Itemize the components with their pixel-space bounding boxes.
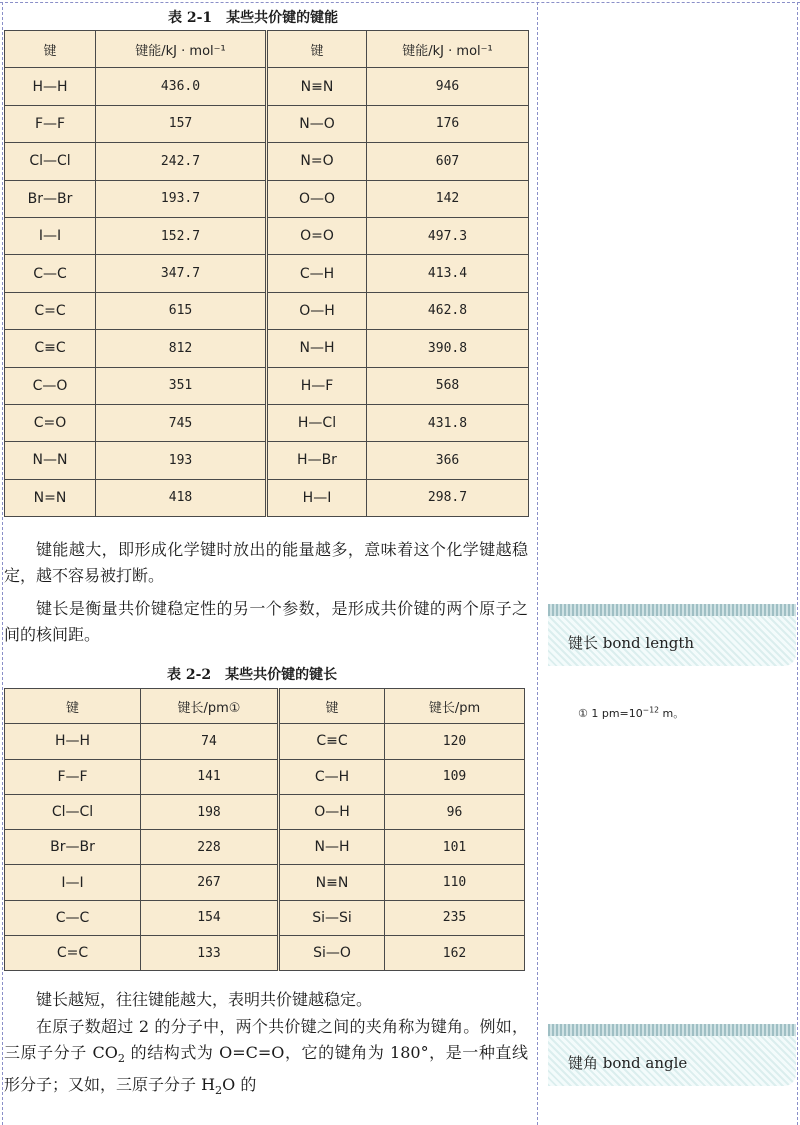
table-row [5, 217, 529, 254]
bond-cell: N=N [5, 479, 96, 516]
paragraph-fragment: O 的 [222, 1075, 257, 1095]
bond-cell: C≡C [5, 330, 96, 367]
paragraph-bond-angle [4, 1014, 528, 1104]
bond-cell: H—Br [267, 442, 367, 479]
table-row [5, 794, 525, 829]
frame-column-divider [537, 2, 538, 1125]
footnote-pm [578, 705, 684, 721]
value-cell: 568 [367, 367, 529, 404]
bond-cell: O=O [267, 217, 367, 254]
bond-cell: Si—Si [279, 900, 385, 935]
value-cell: 267 [141, 865, 279, 900]
value-cell: 413.4 [367, 255, 529, 292]
bond-cell: N=O [267, 143, 367, 180]
value-cell: 235 [385, 900, 525, 935]
bond-cell: C=C [5, 292, 96, 329]
value-cell: 101 [385, 830, 525, 865]
bond-cell: N—O [267, 105, 367, 142]
value-cell: 242.7 [96, 143, 267, 180]
bond-cell: C—C [5, 255, 96, 292]
table-row [5, 442, 529, 479]
value-cell: 418 [96, 479, 267, 516]
table1-caption: 表 2-1 某些共价键的键能 [168, 10, 339, 26]
value-cell: 436.0 [96, 68, 267, 105]
value-cell: 110 [385, 865, 525, 900]
bond-cell: N—N [5, 442, 96, 479]
table-row [5, 404, 529, 441]
value-cell: 74 [141, 724, 279, 759]
paragraph-text: 键长是衡量共价键稳定性的另一个参数，是形成共价键的两个原子之间的核间距。 [4, 599, 528, 644]
bond-cell: H—Cl [267, 404, 367, 441]
bond-cell: C≡C [279, 724, 385, 759]
table-row [5, 724, 525, 759]
paragraph-bond-length [4, 596, 528, 648]
bond-cell: Br—Br [5, 830, 141, 865]
value-cell: 946 [367, 68, 529, 105]
table-row [5, 105, 529, 142]
value-cell: 133 [141, 936, 279, 971]
value-cell: 176 [367, 105, 529, 142]
paragraph-bond-energy [4, 537, 528, 589]
value-cell: 228 [141, 830, 279, 865]
bond-cell: N≡N [279, 865, 385, 900]
bond-cell: C—C [5, 900, 141, 935]
bond-cell: H—H [5, 724, 141, 759]
table-row [5, 830, 525, 865]
frame-top-border [0, 2, 800, 3]
table-row [5, 255, 529, 292]
value-cell: 193.7 [96, 180, 267, 217]
value-cell: 366 [367, 442, 529, 479]
table1-header-cell: 键能/kJ · mol⁻¹ [96, 31, 267, 68]
table2-header-cell: 键 [279, 689, 385, 724]
term-label-bond-angle: 键角 bond angle [568, 1054, 688, 1072]
table-row [5, 143, 529, 180]
footnote-unit: m。 [659, 707, 685, 720]
bond-cell: F—F [5, 105, 96, 142]
bond-cell: O—O [267, 180, 367, 217]
table-row [5, 292, 529, 329]
table1-header-cell: 键 [267, 31, 367, 68]
bond-cell: Cl—Cl [5, 794, 141, 829]
table-row [5, 759, 525, 794]
bond-cell: F—F [5, 759, 141, 794]
value-cell: 351 [96, 367, 267, 404]
value-cell: 162 [385, 936, 525, 971]
value-cell: 154 [141, 900, 279, 935]
paragraph-text: 键能越大，即形成化学键时放出的能量越多，意味着这个化学键越稳定，越不容易被打断。 [4, 540, 528, 585]
table1-header-row [5, 31, 529, 68]
value-cell: 193 [96, 442, 267, 479]
value-cell: 120 [385, 724, 525, 759]
bond-cell: C—H [279, 759, 385, 794]
table2-caption: 表 2-2 某些共价键的键长 [167, 667, 338, 683]
bond-cell: C=C [5, 936, 141, 971]
bond-cell: I—I [5, 217, 96, 254]
table2-header-cell: 键长/pm [385, 689, 525, 724]
table-row [5, 367, 529, 404]
table-row [5, 330, 529, 367]
value-cell: 497.3 [367, 217, 529, 254]
table-row [5, 68, 529, 105]
table-row [5, 865, 525, 900]
value-cell: 96 [385, 794, 525, 829]
table-row [5, 900, 525, 935]
value-cell: 615 [96, 292, 267, 329]
bond-cell: O—H [279, 794, 385, 829]
paragraph-fragment: 的结构式为 O=C=O，它的键角为 180°，是一种直线形分子；又如，三原子分子 H [4, 1043, 528, 1095]
value-cell: 298.7 [367, 479, 529, 516]
value-cell: 431.8 [367, 404, 529, 441]
table2-header-cell: 键 [5, 689, 141, 724]
bond-cell: C—O [5, 367, 96, 404]
table-row [5, 936, 525, 971]
bond-cell: N—H [279, 830, 385, 865]
term-box-stripe [548, 604, 796, 616]
table2-header-cell: 键长/pm① [141, 689, 279, 724]
value-cell: 152.7 [96, 217, 267, 254]
table-row [5, 180, 529, 217]
value-cell: 141 [141, 759, 279, 794]
paragraph-bond-stability [4, 987, 528, 1013]
value-cell: 347.7 [96, 255, 267, 292]
bond-cell: N≡N [267, 68, 367, 105]
bond-cell: I—I [5, 865, 141, 900]
term-box-stripe [548, 1024, 796, 1036]
table-row [5, 479, 529, 516]
value-cell: 157 [96, 105, 267, 142]
paragraph-text [4, 1014, 528, 1104]
value-cell: 812 [96, 330, 267, 367]
paragraph-fragment: 在原子数超过 2 的分子中，两个共价键之间的夹角称为键角。例如，三原子分子 CO [4, 1017, 528, 1062]
bond-cell: H—H [5, 68, 96, 105]
term-box-bond-length [548, 604, 796, 666]
bond-cell: H—I [267, 479, 367, 516]
term-label-bond-length: 键长 bond length [568, 634, 695, 652]
footnote-exponent: −12 [642, 705, 659, 715]
term-box-bond-angle [548, 1024, 796, 1086]
bond-cell: Si—O [279, 936, 385, 971]
frame-right-border [797, 2, 798, 1125]
bond-cell: O—H [267, 292, 367, 329]
bond-cell: H—F [267, 367, 367, 404]
value-cell: 607 [367, 143, 529, 180]
value-cell: 142 [367, 180, 529, 217]
subscript: 2 [117, 1052, 125, 1066]
bond-length-table [4, 688, 525, 971]
bond-cell: N—H [267, 330, 367, 367]
footnote-text: ① 1 pm=10 [578, 707, 643, 720]
value-cell: 390.8 [367, 330, 529, 367]
frame-left-border [2, 2, 3, 1125]
bond-cell: C=O [5, 404, 96, 441]
table1-header-cell: 键 [5, 31, 96, 68]
bond-cell: C—H [267, 255, 367, 292]
bond-cell: Br—Br [5, 180, 96, 217]
value-cell: 745 [96, 404, 267, 441]
value-cell: 109 [385, 759, 525, 794]
value-cell: 462.8 [367, 292, 529, 329]
bond-cell: Cl—Cl [5, 143, 96, 180]
paragraph-text: 键长越短，往往键能越大，表明共价键越稳定。 [36, 990, 373, 1009]
value-cell: 198 [141, 794, 279, 829]
table2-header-row [5, 689, 525, 724]
subscript: 2 [215, 1084, 223, 1098]
table1-header-cell: 键能/kJ · mol⁻¹ [367, 31, 529, 68]
bond-energy-table [4, 30, 529, 517]
